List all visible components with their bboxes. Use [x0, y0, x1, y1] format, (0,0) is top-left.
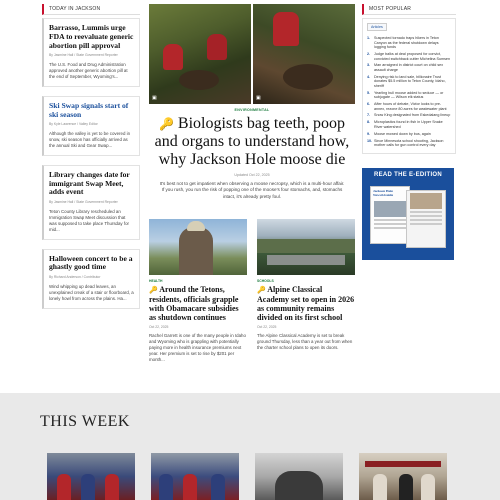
story-date: Oct 22, 2025 [149, 325, 169, 329]
paper-text-line [374, 227, 406, 229]
brief-body: Teton County Library rescheduled an Immigration Swap Meet discussion that was supposed to take place Thursday for mid... [49, 208, 129, 232]
brief-byline: By Jasmine Hall / State Government Reporter [49, 53, 118, 58]
popular-tabs [367, 23, 451, 31]
hero-photo-left[interactable] [149, 4, 251, 104]
story-card[interactable] [257, 219, 355, 363]
key-icon: 🔑 [149, 286, 158, 294]
paper-text-line [374, 219, 406, 221]
brief-card[interactable] [42, 18, 140, 87]
photo-figure [163, 44, 183, 70]
list-item[interactable]: 2. Judge balks at deal proposed for convict, convicted switchback cutter Michelina Sumsen [367, 52, 451, 61]
photo-moose [283, 64, 333, 90]
this-week-title: THIS WEEK [40, 413, 130, 430]
paper-text-line [410, 211, 442, 213]
this-week-section [0, 393, 500, 500]
today-in-jackson-column [42, 4, 140, 318]
photo-hills [257, 239, 355, 253]
most-popular-box [362, 18, 456, 154]
brief-card[interactable] [42, 96, 140, 156]
paper-text-line [410, 215, 442, 217]
photo-figure [373, 474, 387, 500]
paper-masthead: Jackson Hole News&Guide [373, 188, 394, 197]
photo-figure [211, 474, 225, 500]
most-popular-column [362, 4, 456, 260]
this-week-card[interactable] [255, 453, 343, 500]
brief-body: Wind whipping up dead leaves, an unexplained creak of a stair or floorboard, a lonely howl from across the plains. Ha... [49, 283, 134, 301]
section-title-popular: MOST POPULAR [362, 4, 456, 15]
brief-title[interactable]: Ski Swap signals start of ski season [49, 100, 129, 119]
secondary-stories [149, 219, 355, 363]
list-item[interactable]: 10. Since Minnesota school shooting, Jackson mother calls for gun control every day [367, 138, 444, 148]
brief-byline: By Richard Anderson / Contributor [49, 275, 101, 280]
story-body: Rachel Garrett is one of the many people in Idaho and Wyoming who is grappling with potentially paying more in health insurance premiums next year. Her premium is set to rise by $201 per month... [149, 333, 246, 362]
story-body: The Alpine Classical Academy is set to break ground Thursday, less than a year out from when the charter school plans to open its doors. [257, 333, 353, 350]
hero-headline[interactable] [149, 115, 355, 169]
paper-text-line [374, 223, 406, 225]
photo-figure [207, 34, 227, 60]
newspaper-thumbnail[interactable] [406, 190, 446, 248]
paper-text-line [410, 219, 442, 221]
hero-date: Updated Oct 22, 2025 [234, 173, 270, 177]
camera-icon: ▣ [256, 95, 261, 101]
photo-figure [159, 474, 173, 500]
photo-figure [183, 474, 197, 500]
brief-body: The U.S. Food and Drug Administration approved another generic abortion pill at the end of September, Wyoming's... [49, 61, 128, 79]
list-item[interactable]: 5. Yearling bull moose added to seduce — or subjugate — Wilson elk status [367, 90, 444, 100]
photo-hat [187, 221, 205, 231]
photo-banner [365, 461, 441, 467]
story-tag[interactable]: SCHOOLS [257, 279, 274, 283]
list-item[interactable]: 8. Microplastics found in fish in Upper Snake River watershed [367, 120, 443, 129]
hero-photo-right[interactable] [253, 4, 355, 104]
story-date: Oct 22, 2025 [257, 325, 277, 329]
story-photo[interactable] [149, 219, 247, 275]
brief-title[interactable]: Halloween concert to be a ghastly good time [49, 253, 133, 272]
e-edition-title[interactable]: READ THE E-EDITION [373, 171, 443, 178]
list-item[interactable]: 4. Denying risk to land sale, billionaire Trust donates $5.5 million to Teton County, Idaho, sheriff [367, 74, 446, 88]
paper-text-line [410, 223, 442, 225]
photo-figure [421, 474, 435, 500]
this-week-card[interactable] [47, 453, 135, 500]
main-story-column [149, 4, 355, 362]
key-icon: 🔑 [158, 117, 174, 131]
story-photo[interactable] [257, 219, 355, 275]
section-title-today: TODAY IN JACKSON [42, 4, 140, 15]
hero-description: It's best not to get impatient when observing a moose necropsy, which is a multi-hour affair. If you rush, you run the risk of popping one of the moose's four stomachs, and, stomachs intact, it's already pretty foul. [159, 181, 345, 199]
brief-card[interactable] [42, 249, 140, 309]
hero-images[interactable] [149, 4, 355, 104]
brief-byline: By Jasmine Hall / State Government Reporter [49, 200, 118, 205]
list-item[interactable]: 9. Moose mowed down by bus, again [367, 131, 431, 136]
paper-photo [374, 201, 406, 217]
photo-field [267, 255, 345, 265]
photo-figure [179, 227, 213, 275]
story-headline[interactable] [149, 285, 247, 322]
photo-figure [399, 474, 413, 500]
list-item[interactable]: 7. Snow King designated from Eskedalang lineup [367, 113, 451, 118]
story-headline-text[interactable]: Around the Tetons, residents, officials grapple with Obamacare subsidies as shutdown continues [149, 285, 239, 322]
photo-figure [105, 474, 119, 500]
photo-figure [81, 474, 95, 500]
story-tag[interactable]: HEALTH [149, 279, 163, 283]
brief-title[interactable]: Library changes date for immigrant Swap Meet, adds event [49, 169, 130, 197]
brief-byline: By Kyle Lawrence / Valley Editor [49, 122, 98, 127]
story-card[interactable] [149, 219, 247, 363]
hero-headline-text[interactable]: Biologists bag teeth, poop and organs to understand how, why Jackson Hole moose die [154, 115, 350, 168]
list-item[interactable]: 3. Man arraigned in district court on child sex assault charge [367, 63, 444, 72]
brief-card[interactable] [42, 165, 140, 240]
this-week-row [47, 453, 447, 500]
brief-body: Although the valley is yet to be covered in snow, ski season has officially arrived as the annual Ski and Gear Swap... [49, 130, 131, 148]
brief-title[interactable]: Barrasso, Lummis urge FDA to reevaluate generic abortion pill approval [49, 23, 134, 50]
key-icon: 🔑 [257, 286, 266, 294]
newspaper-thumbnail[interactable] [370, 186, 410, 244]
list-item[interactable]: 1. Suspected tornado traps hikers in Teton Canyon as the federal shutdown delays logging funds [367, 36, 439, 50]
story-headline[interactable] [257, 285, 355, 322]
story-headline-text[interactable]: Alpine Classical Academy set to open in 2026 as community remains divided on its first school [257, 285, 355, 322]
popular-list [367, 35, 451, 149]
camera-icon: ▣ [152, 95, 157, 101]
e-edition-promo[interactable] [362, 168, 454, 260]
this-week-card[interactable] [151, 453, 239, 500]
paper-photo [410, 193, 442, 209]
tab-articles[interactable]: Articles [367, 23, 387, 31]
photo-figure [57, 474, 71, 500]
photo-figure [275, 471, 323, 500]
story-tag[interactable]: ENVIRONMENTAL [234, 108, 270, 112]
list-item[interactable]: 6. After hours of debate, Victor looks to pre-annex, rezone 80 acres for wastewater plant [367, 102, 447, 111]
photo-moose [179, 70, 219, 90]
photo-figure [273, 12, 299, 46]
this-week-card[interactable] [359, 453, 447, 500]
